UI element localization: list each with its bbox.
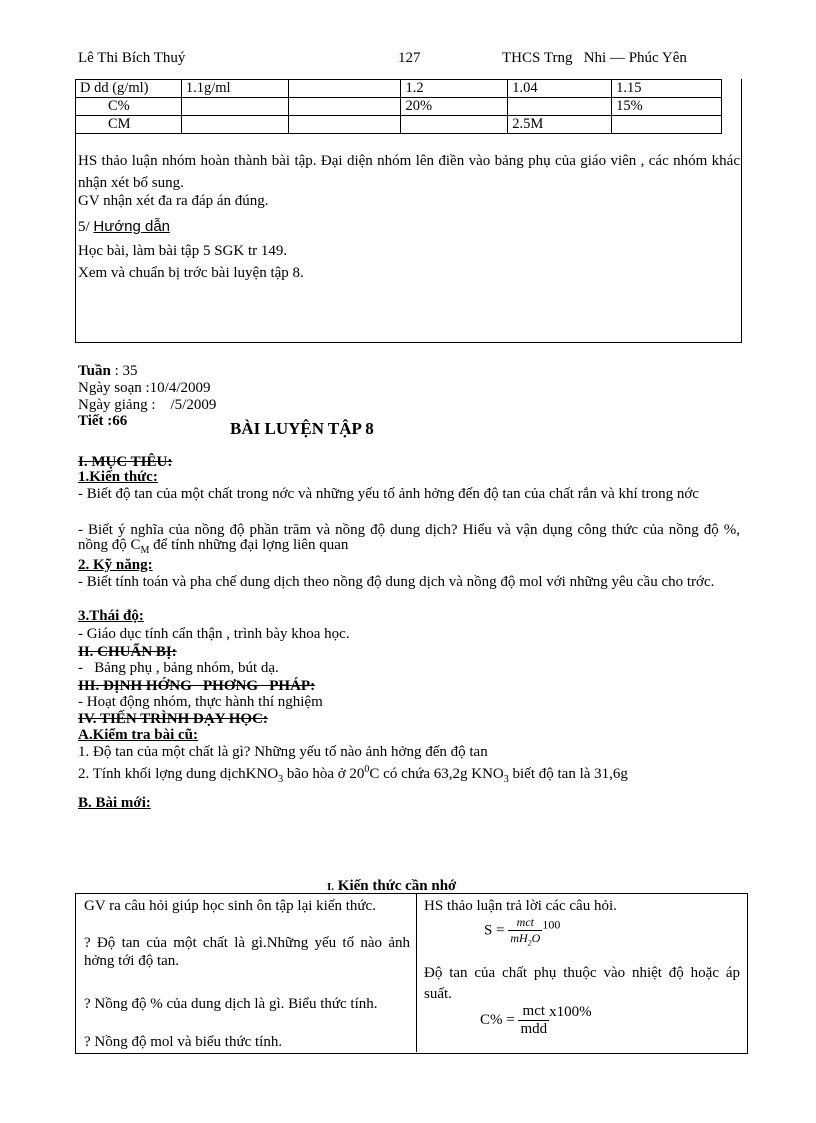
table-row — [76, 98, 722, 116]
q2-part1: 2. Tính khối lợng dung dịchKNO — [78, 766, 279, 782]
f2-lhs: C% = — [480, 1011, 519, 1028]
discussion-paragraph: HS thảo luận nhóm hoàn thành bài tập. Đại diện nhóm lên điền vào bảng phụ của giáo viên , các nhóm khác nhận xét bổ sung. — [78, 153, 740, 191]
right-col-intro: HS thảo luận trả lời các câu hỏi. — [424, 898, 617, 914]
knowledge-item-2-tail: để tính những đại lợng liên quan — [149, 537, 349, 553]
table-cell: 15% — [612, 98, 722, 116]
f2-numerator: mct — [518, 1003, 549, 1021]
q2-part3: C có chứa 63,2g KNO — [369, 766, 504, 782]
week-line — [78, 364, 740, 379]
table-cell: CM — [76, 116, 182, 134]
f1-tail: 100 — [542, 917, 561, 932]
heading-method: III. ĐỊNH HỚNG PHƠNG PHÁP: — [78, 678, 316, 694]
section-heading — [78, 218, 740, 236]
f1-lhs: S = — [484, 922, 509, 939]
left-col-q-solubility: ? Độ tan của một chất là gì.Những yếu tố nào ảnh hởng tới độ tan. — [84, 935, 410, 969]
heading-process: IV. TIẾN TRÌNH DẠY HỌC: — [78, 711, 268, 727]
check-question-1: 1. Độ tan của một chất là gì? Những yếu tố nào ảnh hởng đến độ tan — [78, 744, 488, 760]
table-row — [76, 116, 722, 134]
table-cell: D dd (g/ml) — [76, 80, 182, 98]
left-col-intro: GV ra câu hỏi giúp học sinh ôn tập lại kiến thức. — [84, 898, 376, 914]
table-cell: 2.5M — [508, 116, 612, 134]
table-cell — [181, 98, 288, 116]
table-cell — [288, 98, 401, 116]
f2-denominator: mdd — [520, 1021, 548, 1037]
heading-new-lesson: B. Bài mới: — [78, 795, 151, 811]
table-cell — [612, 116, 722, 134]
skills-item: - Biết tính toán và pha chế dung dịch theo nồng độ dung dịch và nồng độ mol với những yêu cầu cho trớc. — [78, 574, 715, 590]
homework-line: Học bài, làm bài tập 5 SGK tr 149. — [78, 243, 288, 259]
table-cell — [288, 80, 401, 98]
frame-bottom-border — [75, 342, 742, 343]
check-question-2 — [78, 762, 740, 787]
section-heading-title: Hướng dẫn — [93, 218, 171, 235]
table-cell — [401, 116, 508, 134]
prep-date: Ngày soạn :10/4/2009 — [78, 380, 211, 396]
teach-date: Ngày giảng : /5/2009 — [78, 397, 217, 413]
percent-formula — [480, 1003, 592, 1038]
f1-denominator-end: O — [531, 931, 541, 945]
period: Tiết :66 — [78, 413, 128, 429]
solution-data-table — [75, 79, 722, 134]
prepare-line: Xem và chuẩn bị trớc bài luyện tập 8. — [78, 265, 304, 281]
table-cell — [508, 98, 612, 116]
heading-preparation: II. CHUẨN BỊ: — [78, 644, 177, 660]
q2-sub2: 3 — [503, 774, 509, 785]
knowledge-item-2 — [78, 523, 740, 558]
knowledge-item-2-text: - Biết ý nghĩa của nồng độ phần trăm và nồng độ dung dịch? Hiểu và vận dụng công thức của nồng độ %, nồng độ C — [78, 522, 740, 553]
heading-skills: 2. Kỹ năng: — [78, 557, 153, 573]
header-school: THCS Trng Nhi — Phúc Yên — [502, 50, 687, 66]
header-author: Lê Thi Bích Thuý — [78, 50, 186, 66]
knowledge-item-1: - Biết độ tan của một chất trong nớc và những yếu tố ảnh hởng đến độ tan của chất rắn và khí trong nớc — [78, 486, 699, 502]
table-cell: 20% — [401, 98, 508, 116]
table-cell: 1.2 — [401, 80, 508, 98]
week-value: : 35 — [110, 363, 138, 379]
heading-attitude: 3.Thái độ: — [78, 608, 144, 624]
knowledge-title-text: Kiến thức cần nhớ — [334, 878, 457, 894]
table-cell: C% — [76, 98, 182, 116]
left-col-q-molar: ? Nồng độ mol và biểu thức tính. — [84, 1034, 283, 1050]
right-col-dependence: Độ tan của chất phụ thuộc vào nhiệt độ hoặc áp suất. — [424, 965, 740, 1002]
table-row — [76, 80, 722, 98]
table-cell: 1.04 — [508, 80, 612, 98]
week-label: Tuần — [78, 363, 111, 379]
heading-knowledge: 1.Kiến thức: — [78, 469, 158, 485]
teacher-note: GV nhận xét đa ra đáp án đúng. — [78, 193, 269, 209]
q2-sub1: 3 — [278, 774, 284, 785]
knowledge-item-2-sub: M — [140, 545, 150, 556]
left-col-q-percent: ? Nồng độ % của dung dịch là gì. Biểu thức tính. — [84, 996, 378, 1012]
attitude-item: - Giáo dục tính cẩn thận , trình bày khoa học. — [78, 626, 350, 642]
f1-denominator: mH — [510, 931, 528, 945]
q2-part4: biết độ tan là 31,6g — [508, 766, 628, 782]
table-cell: 1.1g/ml — [181, 80, 288, 98]
lesson-title: BÀI LUYỆN TẬP 8 — [230, 419, 374, 438]
table-cell: 1.15 — [612, 80, 722, 98]
f2-tail: x100% — [549, 1003, 592, 1020]
solubility-formula — [484, 915, 560, 947]
q2-sup: 0 — [364, 764, 370, 775]
f1-denominator-sub: 2 — [527, 938, 532, 948]
table-cell — [181, 116, 288, 134]
heading-objectives: I. MỤC TIÊU: — [78, 454, 173, 470]
frame-right-border — [741, 79, 742, 342]
section-heading-number: 5/ — [78, 219, 94, 235]
q2-part2: bão hòa ở 20 — [283, 766, 365, 782]
heading-old-lesson-check: A.Kiểm tra bài cũ: — [78, 727, 198, 743]
knowledge-table-divider — [416, 893, 417, 1052]
method-item: - Hoạt động nhóm, thực hành thí nghiệm — [78, 694, 323, 710]
knowledge-title-number: I. — [327, 881, 335, 893]
f1-numerator: mct — [508, 915, 542, 931]
header-page-number: 127 — [398, 50, 421, 66]
table-cell — [288, 116, 401, 134]
preparation-item: - Bảng phụ , bảng nhóm, bút dạ. — [78, 660, 279, 676]
